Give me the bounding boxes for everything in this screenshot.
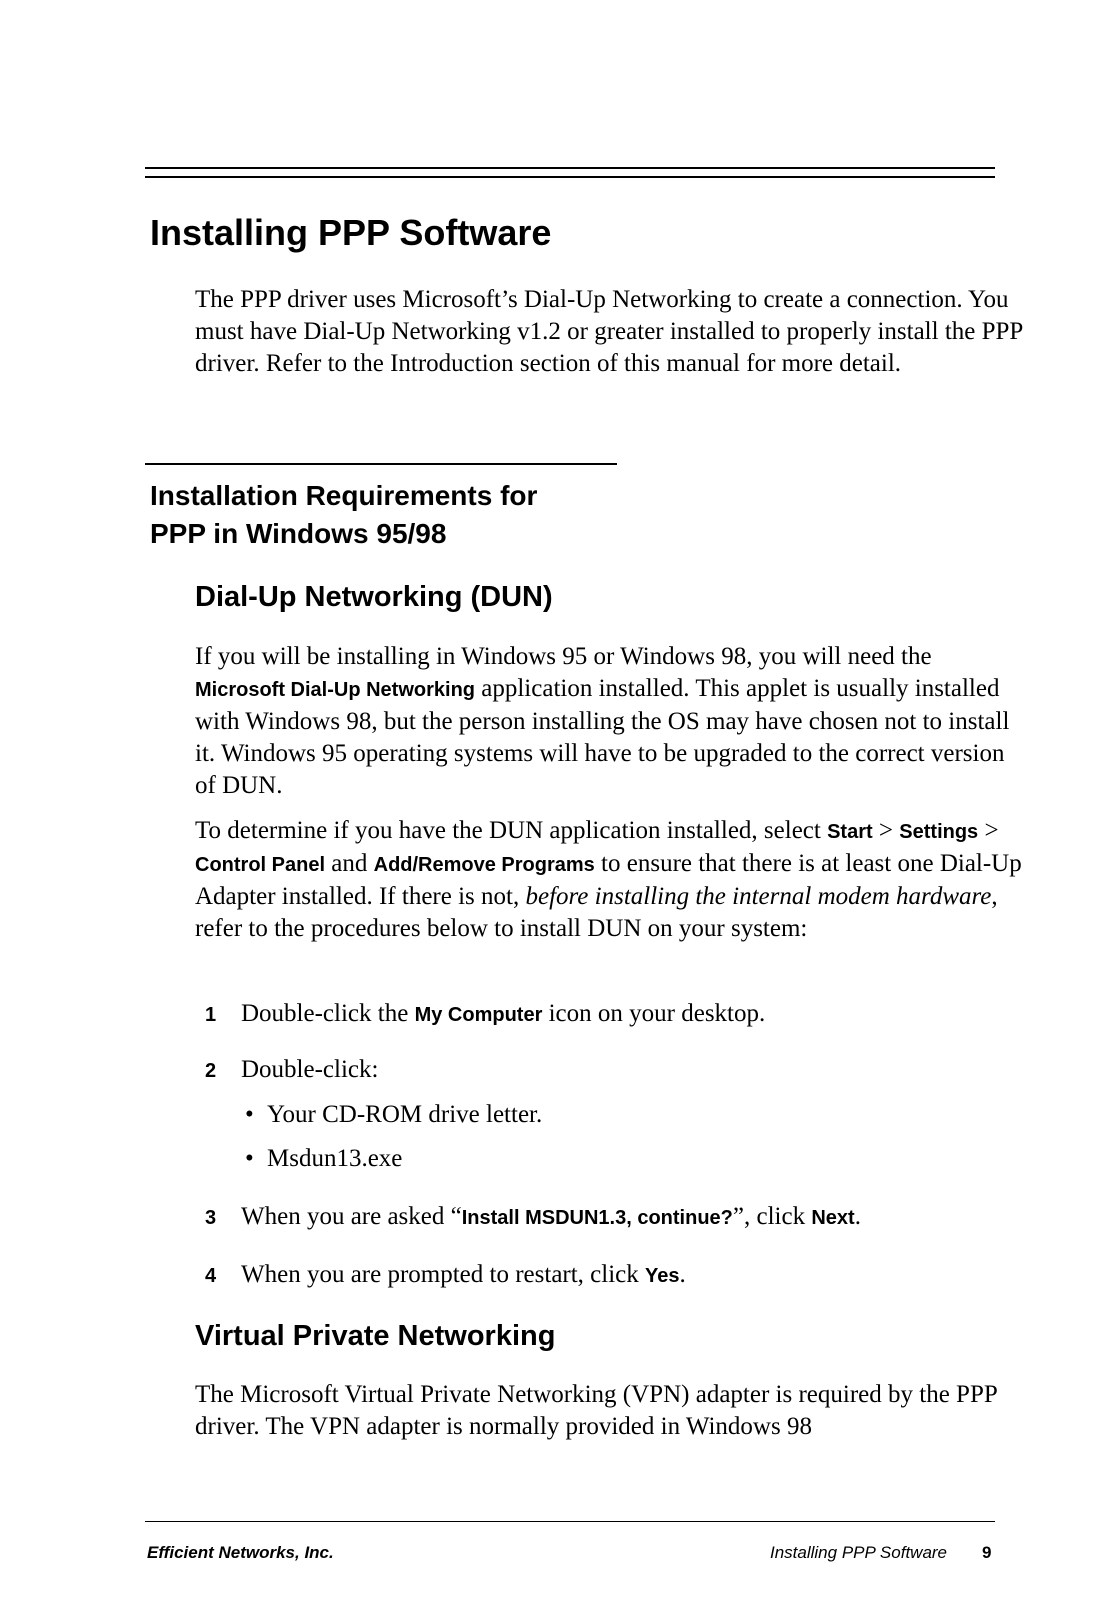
step-text: When you are asked “ xyxy=(241,1203,462,1230)
step-2 xyxy=(205,1054,1005,1087)
step-bold-2: Next xyxy=(811,1207,855,1229)
dun-p2-italic: before installing the internal modem hardware xyxy=(525,883,992,910)
footer-section: Installing PPP Software xyxy=(770,1543,948,1562)
bullet-icon: • xyxy=(245,1101,254,1128)
dun-paragraph-1 xyxy=(195,641,1025,802)
step-1 xyxy=(205,998,1005,1031)
section-rule xyxy=(145,463,617,465)
step-text: When you are prompted to restart, click xyxy=(241,1261,646,1288)
step-bold: Yes xyxy=(645,1265,680,1287)
bullet-icon: • xyxy=(245,1145,254,1172)
step-text-mid: ”, click xyxy=(732,1203,812,1230)
top-rule-upper xyxy=(145,167,995,169)
dun-p2-text-5: to ensure that there is at least one Dial-Up Adapter installed. If there is not, xyxy=(195,850,1022,910)
step-bold: My Computer xyxy=(414,1004,543,1026)
menu-start: Start xyxy=(827,821,873,843)
dun-p2-text-4: and xyxy=(325,850,374,877)
step-number: 1 xyxy=(205,1004,217,1026)
bullet-text: Your CD-ROM drive letter. xyxy=(267,1101,543,1128)
step-number: 4 xyxy=(205,1265,217,1287)
step-text-end: . xyxy=(679,1261,686,1288)
step-number: 3 xyxy=(205,1207,217,1229)
step-number: 2 xyxy=(205,1060,217,1082)
menu-control-panel: Control Panel xyxy=(195,854,326,876)
dun-p2-text-1: To determine if you have the DUN application installed, select xyxy=(195,817,828,844)
step-text: Double-click the xyxy=(241,1000,415,1027)
dun-heading: Dial-Up Networking (DUN) xyxy=(195,581,553,613)
vpn-paragraph: The Microsoft Virtual Private Networking (VPN) adapter is required by the PPP driver. The VPN adapter is normally provided in Windows 98 xyxy=(195,1381,997,1440)
dun-p1-text-b: application installed. This applet is usually installed with Windows 98, but the person installing the OS may have chosen not to install it. Windows 95 operating systems will have to be upgraded to the correct version of DUN. xyxy=(195,675,1010,799)
section-heading xyxy=(150,477,537,553)
footer-company: Efficient Networks, Inc. xyxy=(147,1543,334,1562)
dun-paragraph-2 xyxy=(195,815,1025,945)
section-heading-line2: PPP in Windows 95/98 xyxy=(150,518,447,549)
intro-paragraph: The PPP driver uses Microsoft’s Dial-Up Networking to create a connection. You must have Dial-Up Networking v1.2 or greater installed to properly install the PPP driver. Refer to the Introduction section of this manual for more detail. xyxy=(195,286,1023,377)
bullet-text: Msdun13.exe xyxy=(267,1145,403,1172)
section-heading-line1: Installation Requirements for xyxy=(150,480,538,511)
footer-page-number: 9 xyxy=(982,1543,992,1562)
menu-settings: Settings xyxy=(899,821,979,843)
dun-p2-text-2: > xyxy=(872,817,900,844)
page-title: Installing PPP Software xyxy=(150,212,552,253)
top-rule-lower xyxy=(145,176,995,178)
dun-p1-bold: Microsoft Dial-Up Networking xyxy=(195,679,476,701)
bullet-item xyxy=(245,1099,542,1131)
footer-rule xyxy=(145,1521,995,1522)
dun-p2-text-6: , refer to the procedures below to install DUN on your system: xyxy=(195,883,998,942)
bullet-item xyxy=(245,1143,402,1175)
step-4 xyxy=(205,1259,1005,1292)
vpn-heading: Virtual Private Networking xyxy=(195,1320,556,1352)
step-text-end: . xyxy=(854,1203,861,1230)
step-bold: Install MSDUN1.3, continue? xyxy=(461,1207,733,1229)
step-3 xyxy=(205,1201,1005,1234)
dun-p1-text-a: If you will be installing in Windows 95 or Windows 98, you will need the xyxy=(195,643,932,670)
dun-p2-text-3: > xyxy=(978,817,999,844)
menu-add-remove-programs: Add/Remove Programs xyxy=(373,854,595,876)
step-text-end: icon on your desktop. xyxy=(542,1000,766,1027)
step-text: Double-click: xyxy=(241,1056,379,1083)
